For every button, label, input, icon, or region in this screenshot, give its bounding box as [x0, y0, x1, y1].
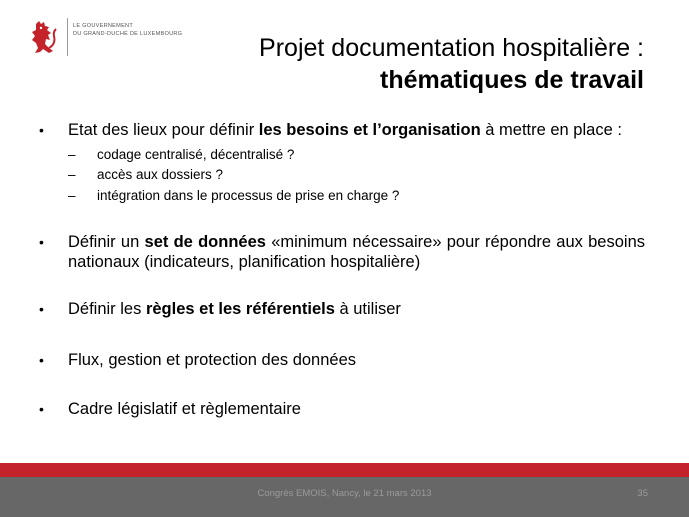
footer-text: Congrès EMOIS, Nancy, le 21 mars 2013 [257, 488, 432, 499]
bullet-text-bold: set de données [144, 233, 266, 251]
logo-divider [67, 18, 68, 56]
bullet-text-bold: règles et les référentiels [145, 300, 335, 318]
bullet-text-post: «minimum nécessaire» pour répondre aux besoins nationaux (indicateurs, planification hospitalière) [68, 233, 645, 271]
dash-marker: – [68, 146, 76, 162]
sub-item [68, 165, 645, 186]
bullet-item [39, 351, 645, 371]
logo-text [73, 22, 182, 38]
bullet-text-pre: Flux, gestion et protection des données [68, 350, 357, 369]
lion-emblem-icon [27, 18, 59, 56]
bullet-text-bold: les besoins et l’organisation [258, 121, 481, 139]
bullet-marker: • [39, 401, 44, 417]
bullet-item [39, 300, 645, 320]
bullet-item [39, 121, 645, 206]
sub-item-text: codage centralisé, décentralisé ? [97, 146, 295, 162]
sub-item [68, 186, 645, 207]
bullet-list [39, 121, 645, 420]
bullet-text-pre: Définir un [68, 233, 145, 251]
slide-title-line-1: Projet documentation hospitalière : [259, 34, 644, 62]
sub-item-text: intégration dans le processus de prise en charge ? [97, 187, 400, 203]
bullet-text [68, 121, 645, 141]
dash-marker: – [68, 187, 76, 203]
bullet-text [68, 351, 645, 371]
slide-title [259, 32, 644, 96]
bullet-marker: • [39, 122, 44, 138]
bullet-text [68, 400, 645, 420]
sub-item [68, 145, 645, 166]
bullet-text-pre: Cadre législatif et règlementaire [68, 400, 301, 418]
logo-line-1: LE GOUVERNEMENT [73, 23, 134, 29]
bullet-text [68, 233, 645, 272]
bullet-text-post: à utiliser [334, 300, 401, 318]
bullet-marker: • [39, 301, 44, 317]
bullet-item [39, 233, 645, 272]
bullet-text-post: à mettre en place : [480, 121, 622, 139]
bullet-marker: • [39, 351, 44, 368]
page-number: 35 [637, 488, 648, 499]
sub-list [68, 145, 645, 207]
bullet-text-pre: Etat des lieux pour définir [68, 121, 259, 139]
bullet-text [68, 300, 645, 320]
sub-item-text: accès aux dossiers ? [97, 167, 224, 182]
footer-accent-bar [0, 463, 689, 477]
footer [0, 477, 689, 517]
government-logo [27, 18, 207, 60]
logo-line-2: DU GRAND-DUCHÉ DE LUXEMBOURG [73, 31, 183, 37]
bullet-item [39, 400, 645, 420]
bullet-marker: • [39, 234, 44, 250]
bullet-text-pre: Définir les [68, 300, 146, 318]
slide-title-line-2: thématiques de travail [380, 66, 644, 94]
dash-marker: – [68, 167, 76, 182]
